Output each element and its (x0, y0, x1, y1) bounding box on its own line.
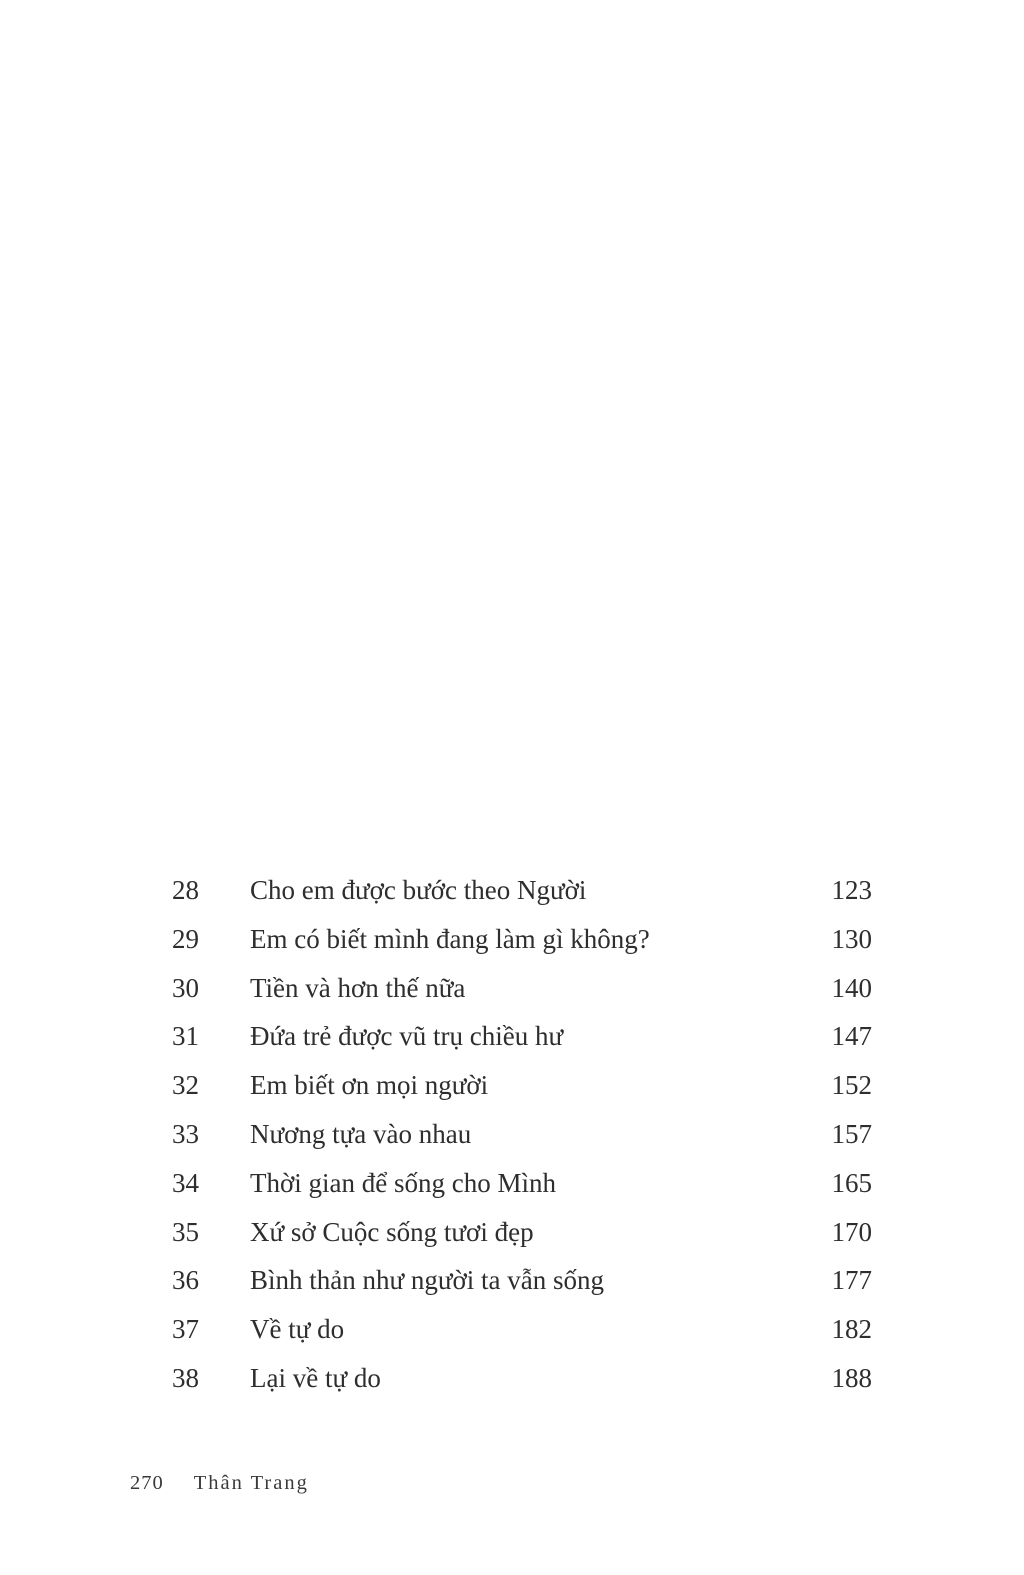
toc-row (172, 1012, 872, 1061)
toc-entry-title: Thời gian để sống cho Mình (250, 1167, 556, 1198)
toc-row (172, 1159, 872, 1208)
toc-entry-title: Nương tựa vào nhau (250, 1118, 472, 1149)
toc-entry-page: 182 (831, 1314, 872, 1345)
toc-entry-title: Lại về tự do (250, 1362, 381, 1393)
toc-entry-title: Em có biết mình đang làm gì không? (250, 923, 650, 954)
toc-row (172, 915, 872, 964)
toc-entry-page: 130 (831, 923, 872, 954)
toc-entry-page: 152 (831, 1070, 872, 1101)
toc-row (172, 866, 872, 915)
toc-entry-page: 157 (831, 1118, 872, 1149)
toc-entry-title: Cho em được bước theo Người (250, 875, 587, 905)
toc-entry-title: Tiền và hơn thế nữa (250, 972, 466, 1003)
toc-row (172, 964, 872, 1013)
toc-row (172, 1354, 872, 1403)
toc-row (172, 1305, 872, 1354)
toc-row (172, 1110, 872, 1159)
toc-entry-number: 33 (172, 1118, 199, 1149)
toc-entry-number: 36 (172, 1265, 199, 1296)
toc-entry-number: 32 (172, 1070, 199, 1101)
toc-entry-page: 188 (831, 1362, 872, 1393)
footer-book-title: Thân Trang (193, 1472, 309, 1494)
toc-entry-number: 28 (172, 875, 199, 905)
toc-entry-title: Về tự do (250, 1314, 345, 1345)
footer-page-number: 270 (130, 1472, 164, 1494)
table-of-contents (172, 866, 872, 1403)
toc-entry-page: 165 (831, 1167, 872, 1198)
toc-entry-page: 177 (831, 1265, 872, 1296)
toc-entry-title: Em biết ơn mọi người (250, 1070, 489, 1101)
toc-entry-number: 29 (172, 923, 199, 954)
toc-entry-number: 30 (172, 972, 199, 1003)
toc-row (172, 1208, 872, 1257)
toc-entry-title: Bình thản như người ta vẫn sống (250, 1265, 605, 1296)
toc-row (172, 1061, 872, 1110)
toc-entry-page: 147 (831, 1021, 872, 1052)
toc-entry-number: 37 (172, 1314, 199, 1345)
toc-entry-page: 170 (831, 1216, 872, 1247)
toc-entry-title: Xứ sở Cuộc sống tươi đẹp (250, 1216, 534, 1247)
page-footer (130, 1472, 309, 1495)
toc-entry-number: 35 (172, 1216, 199, 1247)
toc-row (172, 1256, 872, 1305)
toc-entry-number: 31 (172, 1021, 199, 1052)
toc-entry-title: Đứa trẻ được vũ trụ chiều hư (250, 1021, 564, 1052)
toc-entry-page: 123 (831, 875, 872, 905)
toc-entry-page: 140 (831, 972, 872, 1003)
toc-entry-number: 34 (172, 1167, 199, 1198)
toc-entry-number: 38 (172, 1362, 199, 1393)
